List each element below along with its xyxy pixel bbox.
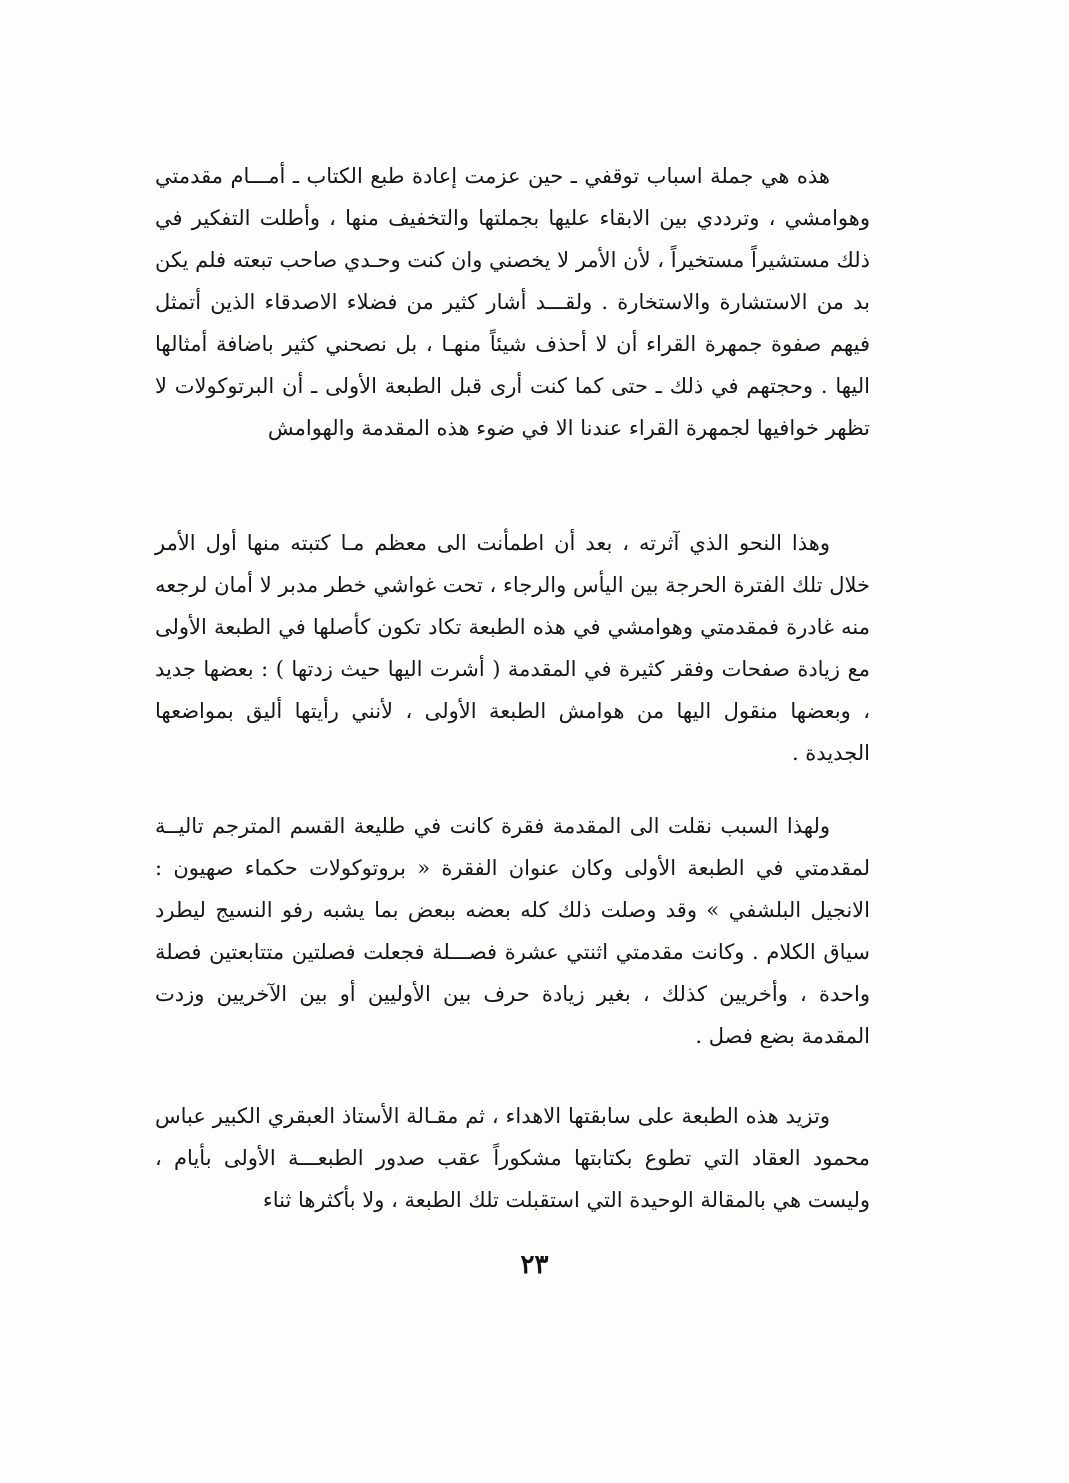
paragraph-1 xyxy=(155,155,870,449)
paragraph-4 xyxy=(155,1095,870,1221)
paragraph-1-text: هذه هي جملة اسباب توقفي ـ حين عزمت إعادة طبع الكتاب ـ أمـــام مقدمتي وهوامشي ، وترددي بين الابقاء عليها بجملتها والتخفيف منها ، وأطلت التفكير في ذلك مستشيراً مستخيراً ، لأن الأمر لا يخصني وان كنت وحـدي صاحب تبعته فلم يكن بد من الاستشارة والاستخارة . ولقـــد أشار كثير من فضلاء الاصدقاء الذين أتمثل فيهم صفوة جمهرة القراء أن لا أحذف شيئاً منهـا ، بل نصحني كثير باضافة أمثالها اليها . وحجتهم في ذلك ـ حتى كما كنت أرى قبل الطبعة الأولى ـ أن البرتوكولات لا تظهر خوافيها لجمهرة القراء عندنا الا في ضوء هذه المقدمة والهوامش xyxy=(155,164,870,440)
paragraph-3 xyxy=(155,805,870,1057)
page-number: ٢٣ xyxy=(520,1250,549,1280)
paragraph-2-text: وهذا النحو الذي آثرته ، بعد أن اطمأنت الى معظم مـا كتبته منها أول الأمر خلال تلك الفترة الحرجة بين اليأس والرجاء ، تحت غواشي خطر مدبر لا أمان لرجعه منه غادرة فمقدمتي وهوامشي في هذه الطبعة تكاد تكون كأصلها في الطبعة الأولى مع زيادة صفحات وفقر كثيرة في المقدمة ( أشرت اليها حيث زدتها ) : بعضها جديد ، وبعضها منقول اليها من هوامش الطبعة الأولى ، لأنني رأيتها أليق بمواضعها الجديدة . xyxy=(155,531,870,765)
paragraph-2 xyxy=(155,522,870,774)
paragraph-4-text: وتزيد هذه الطبعة على سابقتها الاهداء ، ثم مقـالة الأستاذ العبقري الكبير عباس محمود العقاد التي تطوع بكتابتها مشكوراً عقب صدور الطبعـــة الأولى بأيام ، وليست هي بالمقالة الوحيدة التي استقبلت تلك الطبعة ، ولا بأكثرها ثناء xyxy=(155,1104,870,1212)
paragraph-3-text: ولهذا السبب نقلت الى المقدمة فقرة كانت في طليعة القسم المترجم تاليــة لمقدمتي في الطبعة الأولى وكان عنوان الفقرة « بروتوكولات حكماء صهيون : الانجيل البلشفي » وقد وصلت ذلك كله بعضه ببعض بما يشبه رفو النسيج ليطرد سياق الكلام . وكانت مقدمتي اثنتي عشرة فصـــلة فجعلت فصلتين متتابعتين فصلة واحدة ، وأخريين كذلك ، بغير زيادة حرف بين الأوليين أو بين الآخريين وزدت المقدمة بضع فصل . xyxy=(155,814,870,1048)
